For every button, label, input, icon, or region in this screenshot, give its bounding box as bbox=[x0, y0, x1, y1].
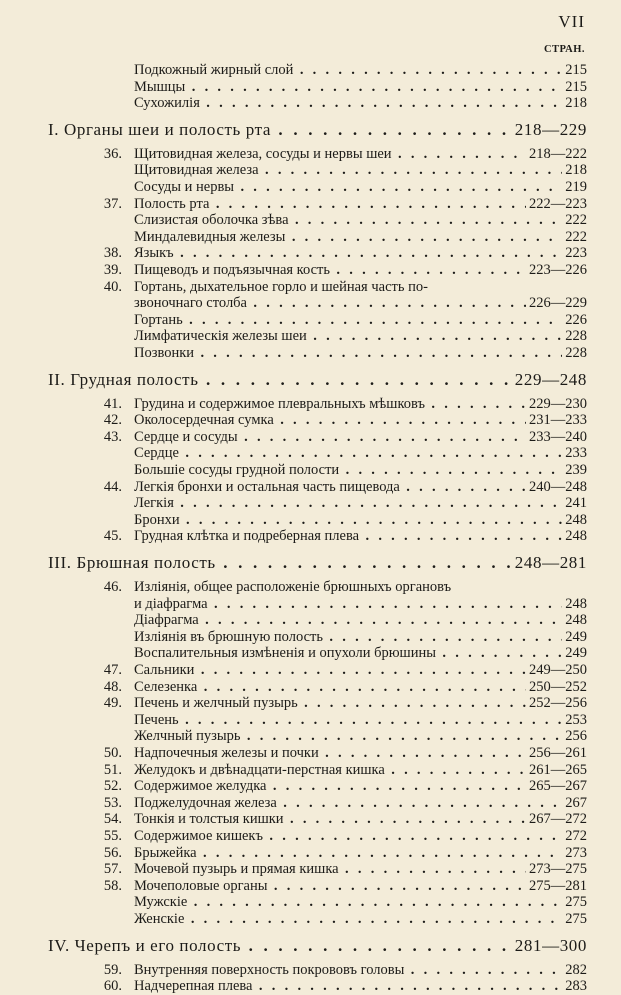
toc-entry bbox=[0, 678, 621, 696]
toc-entry-number: 50. bbox=[103, 745, 122, 761]
column-header-pages: СТРАН. bbox=[543, 44, 585, 55]
toc-entry-title: звоночнаго столба . . . bbox=[134, 294, 586, 312]
toc-entry-number: 51. bbox=[103, 761, 122, 778]
toc-entry bbox=[0, 727, 621, 745]
toc-entry-title: Желчный пузырь . . . bbox=[134, 727, 586, 745]
toc-entry-page: 283 bbox=[562, 977, 587, 995]
toc-entry-page: 275 bbox=[562, 910, 587, 928]
toc-entry bbox=[0, 961, 621, 979]
toc-entry-page: 229—248 bbox=[512, 371, 587, 389]
toc-entry-number: 56. bbox=[103, 844, 122, 861]
toc-entry-page: 281—300 bbox=[512, 937, 587, 955]
toc-entry-title: Содержимое кишекъ . . . bbox=[134, 827, 586, 845]
toc-entry-title: Сердце . . . bbox=[134, 444, 586, 462]
toc-entry-title: III. Брюшная полость . . . bbox=[48, 554, 586, 572]
toc-entry-page: 253 bbox=[562, 711, 587, 729]
toc-entry bbox=[0, 261, 621, 279]
toc-entry-page: 218 bbox=[562, 161, 587, 179]
toc-entry-page: 261—265 bbox=[526, 761, 587, 779]
toc-entry-title: Бронхи . . . bbox=[134, 511, 586, 529]
toc-entry-page: 229—230 bbox=[526, 395, 587, 413]
toc-entry-page: 241 bbox=[562, 494, 587, 512]
toc-entry-title: Изліянія, общее расположеніе брюшныхъ органовъ bbox=[134, 579, 452, 595]
toc-entry-page: 275—281 bbox=[526, 877, 587, 895]
toc-entry bbox=[0, 178, 621, 196]
toc-entry bbox=[0, 294, 621, 312]
toc-entry-title: Сосуды и нервы . . . bbox=[134, 178, 586, 196]
toc-entry bbox=[0, 595, 621, 613]
toc-entry-title: Брыжейка . . . bbox=[134, 844, 586, 862]
toc-entry-page: 222 bbox=[562, 211, 587, 229]
toc-entry-page: 219 bbox=[562, 178, 587, 196]
toc-entry-number: 55. bbox=[103, 828, 122, 844]
toc-section bbox=[0, 937, 621, 955]
toc-entry-page: 228 bbox=[562, 327, 587, 345]
toc-entry-number: 41. bbox=[103, 395, 122, 412]
toc-entry-title: Сердце и сосуды . . . bbox=[134, 428, 586, 446]
toc-entry bbox=[0, 711, 621, 729]
toc-entry-page: 267—272 bbox=[526, 810, 587, 828]
toc-entry bbox=[0, 228, 621, 246]
toc-entry bbox=[0, 94, 621, 112]
toc-entry-title: Внутренняя поверхность покрововъ головы . . . bbox=[134, 961, 586, 979]
toc-entry-number: 40. bbox=[103, 278, 122, 295]
toc-entry-title: Щитовидная железа, сосуды и нервы шеи . . . bbox=[134, 145, 586, 163]
toc-entry bbox=[0, 794, 621, 812]
toc-entry bbox=[0, 611, 621, 629]
toc-entry-page: 233—240 bbox=[526, 428, 587, 446]
toc-entry bbox=[0, 428, 621, 446]
toc-entry bbox=[0, 78, 621, 96]
toc-entry-number: 42. bbox=[103, 412, 122, 429]
toc-entry bbox=[0, 195, 621, 213]
toc-entry-number: 53. bbox=[103, 794, 122, 811]
toc-entry-number: 44. bbox=[103, 478, 122, 495]
toc-entry-number: 60. bbox=[103, 978, 122, 995]
toc-entry-title: Тонкія и толстыя кишки . . . bbox=[134, 810, 586, 828]
toc-entry-number: 46. bbox=[103, 579, 122, 595]
toc-entry bbox=[0, 278, 621, 296]
toc-section bbox=[0, 371, 621, 389]
toc-entry-number: 54. bbox=[103, 811, 122, 828]
toc-entry-page: 256 bbox=[562, 727, 587, 745]
toc-entry-page: 248 bbox=[562, 527, 587, 545]
toc-entry-page: 228 bbox=[562, 344, 587, 362]
toc-entry bbox=[0, 511, 621, 529]
toc-entry-page: 248 bbox=[562, 595, 587, 613]
toc-entry bbox=[0, 844, 621, 862]
toc-entry-page: 249 bbox=[562, 628, 587, 646]
toc-entry bbox=[0, 478, 621, 496]
toc-entry-page: 272 bbox=[562, 827, 587, 845]
toc-entry-title: Женскіе . . . bbox=[134, 910, 586, 928]
toc-entry-page: 267 bbox=[562, 794, 587, 812]
toc-entry-title: Слизистая оболочка зѣва . . . bbox=[134, 211, 586, 229]
toc-entry bbox=[0, 877, 621, 895]
toc-entry-title: Лимфатическія железы шеи . . . bbox=[134, 327, 586, 345]
toc-entry-title: Миндалевидныя железы . . . bbox=[134, 228, 586, 246]
toc-entry-title: Легкія . . . bbox=[134, 494, 586, 512]
toc-entry-page: 218—222 bbox=[526, 145, 587, 163]
toc-entry-page: 275 bbox=[562, 893, 587, 911]
toc-entry bbox=[0, 628, 621, 646]
toc-entry bbox=[0, 977, 621, 995]
toc-entry bbox=[0, 661, 621, 679]
toc-entry-page: 226 bbox=[562, 311, 587, 329]
toc-entry-title: Мочеполовые органы . . . bbox=[134, 877, 586, 895]
toc-entry-page: 226—229 bbox=[526, 294, 587, 312]
toc-entry-number: 36. bbox=[103, 145, 122, 162]
toc-entry-title: Грудина и содержимое плевральныхъ мѣшковъ . . . bbox=[134, 395, 586, 413]
toc-entry-number: 38. bbox=[103, 245, 122, 262]
toc-entry-page: 233 bbox=[562, 444, 587, 462]
toc-entry-title: Большіе сосуды грудной полости . . . bbox=[134, 461, 586, 479]
toc-entry bbox=[0, 461, 621, 479]
toc-entry bbox=[0, 211, 621, 229]
toc-entry-number: 58. bbox=[103, 877, 122, 894]
toc-entry-number: 39. bbox=[103, 262, 122, 278]
toc-entry-title: Сальники . . . bbox=[134, 661, 586, 679]
toc-entry bbox=[0, 578, 621, 596]
toc-entry-title: Легкія бронхи и остальная часть пищевода . . . bbox=[134, 478, 586, 496]
toc-entry-page: 273—275 bbox=[526, 860, 587, 878]
toc-entry-title: Гортань, дыхательное горло и шейная часть по- bbox=[134, 278, 428, 295]
toc-entry-title: Мочевой пузырь и прямая кишка . . . bbox=[134, 860, 586, 878]
toc-entry bbox=[0, 893, 621, 911]
toc-entry-page: 248 bbox=[562, 611, 587, 629]
page-number: VII bbox=[558, 12, 585, 31]
toc-entry bbox=[0, 61, 621, 79]
toc-entry-title: Околосердечная сумка . . . bbox=[134, 411, 586, 429]
toc-entry-page: 218 bbox=[562, 94, 587, 112]
toc-entry bbox=[0, 494, 621, 512]
toc-entry-page: 282 bbox=[562, 961, 587, 979]
toc-entry-page: 223 bbox=[562, 244, 587, 262]
toc-entry-number: 43. bbox=[103, 428, 122, 445]
toc-entry-number: 48. bbox=[103, 678, 122, 695]
toc-entry-page: 222—223 bbox=[526, 195, 587, 213]
toc-entry-title: II. Грудная полость . . . bbox=[48, 371, 586, 389]
toc-entry-title: Пищеводъ и подъязычная кость . . . bbox=[134, 261, 586, 279]
toc-entry bbox=[0, 777, 621, 795]
toc-section bbox=[0, 554, 621, 572]
toc-entry-number: 45. bbox=[103, 528, 122, 545]
toc-entry-page: 265—267 bbox=[526, 777, 587, 795]
toc-entry-title: Содержимое желудка . . . bbox=[134, 777, 586, 795]
toc-entry-title: Грудная клѣтка и подреберная плева . . . bbox=[134, 527, 586, 545]
toc-entry-page: 215 bbox=[562, 78, 587, 96]
toc-entry-title: Селезенка . . . bbox=[134, 678, 586, 696]
toc-entry-page: 222 bbox=[562, 228, 587, 246]
toc-entry-page: 223—226 bbox=[526, 261, 587, 279]
toc-entry-title: Діафрагма . . . bbox=[134, 611, 586, 629]
toc-entry bbox=[0, 161, 621, 179]
toc-entry bbox=[0, 411, 621, 429]
toc-entry-title: Сухожилія . . . bbox=[134, 94, 586, 112]
toc-entry-number: 59. bbox=[103, 961, 122, 978]
toc-entry-title: Надчерепная плева . . . bbox=[134, 977, 586, 995]
toc-entry-title: Изліянія въ брюшную полость . . . bbox=[134, 628, 586, 646]
toc-entry-page: 249—250 bbox=[526, 661, 587, 679]
toc-entry bbox=[0, 694, 621, 712]
toc-entry-page: 248—281 bbox=[512, 554, 587, 572]
toc-entry-title: Печень . . . bbox=[134, 711, 586, 729]
toc-entry bbox=[0, 527, 621, 545]
toc-entry-title: IV. Черепъ и его полость . . . bbox=[48, 937, 586, 955]
toc-entry bbox=[0, 145, 621, 163]
toc-entry bbox=[0, 395, 621, 413]
toc-entry-page: 218—229 bbox=[512, 121, 587, 139]
toc-entry-number: 47. bbox=[103, 662, 122, 678]
toc-entry-title: Подкожный жирный слой . . . bbox=[134, 61, 586, 79]
toc-entry-page: 215 bbox=[562, 61, 587, 79]
toc-entry-title: Надпочечныя железы и почки . . . bbox=[134, 744, 586, 762]
toc-entry bbox=[0, 444, 621, 462]
toc-entry bbox=[0, 810, 621, 828]
toc-entry-title: Печень и желчный пузырь . . . bbox=[134, 694, 586, 712]
toc-entry-title: Воспалительныя измѣненія и опухоли брюшины . . . bbox=[134, 644, 586, 662]
toc-entry-number: 37. bbox=[103, 195, 122, 212]
toc-entry-page: 231—233 bbox=[526, 411, 587, 429]
toc-entry-title: Гортань . . . bbox=[134, 311, 586, 329]
toc-entry-number: 49. bbox=[103, 695, 122, 712]
toc-entry-title: I. Органы шеи и полость рта . . . bbox=[48, 121, 586, 139]
toc-entry-title: Желудокъ и двѣнадцати-перстная кишка . . . bbox=[134, 761, 586, 779]
toc-entry-title: Мышцы . . . bbox=[134, 78, 586, 96]
toc-entry-page: 240—248 bbox=[526, 478, 587, 496]
toc-entry bbox=[0, 744, 621, 762]
toc-entry-number: 52. bbox=[103, 778, 122, 795]
toc-entry-page: 249 bbox=[562, 644, 587, 662]
toc-entry bbox=[0, 910, 621, 928]
toc-entry-page: 256—261 bbox=[526, 744, 587, 762]
toc-entry-title: и діафрагма . . . bbox=[134, 595, 586, 613]
toc-entry-page: 273 bbox=[562, 844, 587, 862]
toc-entry-title: Полость рта . . . bbox=[134, 195, 586, 213]
toc-entry bbox=[0, 327, 621, 345]
toc-entry bbox=[0, 644, 621, 662]
toc-entry bbox=[0, 827, 621, 845]
toc-entry-page: 239 bbox=[562, 461, 587, 479]
toc-entry-number: 57. bbox=[103, 861, 122, 878]
toc-entry bbox=[0, 761, 621, 779]
toc-entry-page: 248 bbox=[562, 511, 587, 529]
toc-entry bbox=[0, 860, 621, 878]
toc-entry bbox=[0, 311, 621, 329]
toc-entry-title: Поджелудочная железа . . . bbox=[134, 794, 586, 812]
toc-section bbox=[0, 121, 621, 139]
toc-entry bbox=[0, 344, 621, 362]
toc-entry-title: Щитовидная железа . . . bbox=[134, 161, 586, 179]
toc-entry-page: 250—252 bbox=[526, 678, 587, 696]
toc-entry-title: Позвонки . . . bbox=[134, 344, 586, 362]
toc-entry-title: Мужскіе . . . bbox=[134, 893, 586, 911]
toc-entry-title: Языкъ . . . bbox=[134, 244, 586, 262]
toc-entry bbox=[0, 244, 621, 262]
toc-entry-page: 252—256 bbox=[526, 694, 587, 712]
